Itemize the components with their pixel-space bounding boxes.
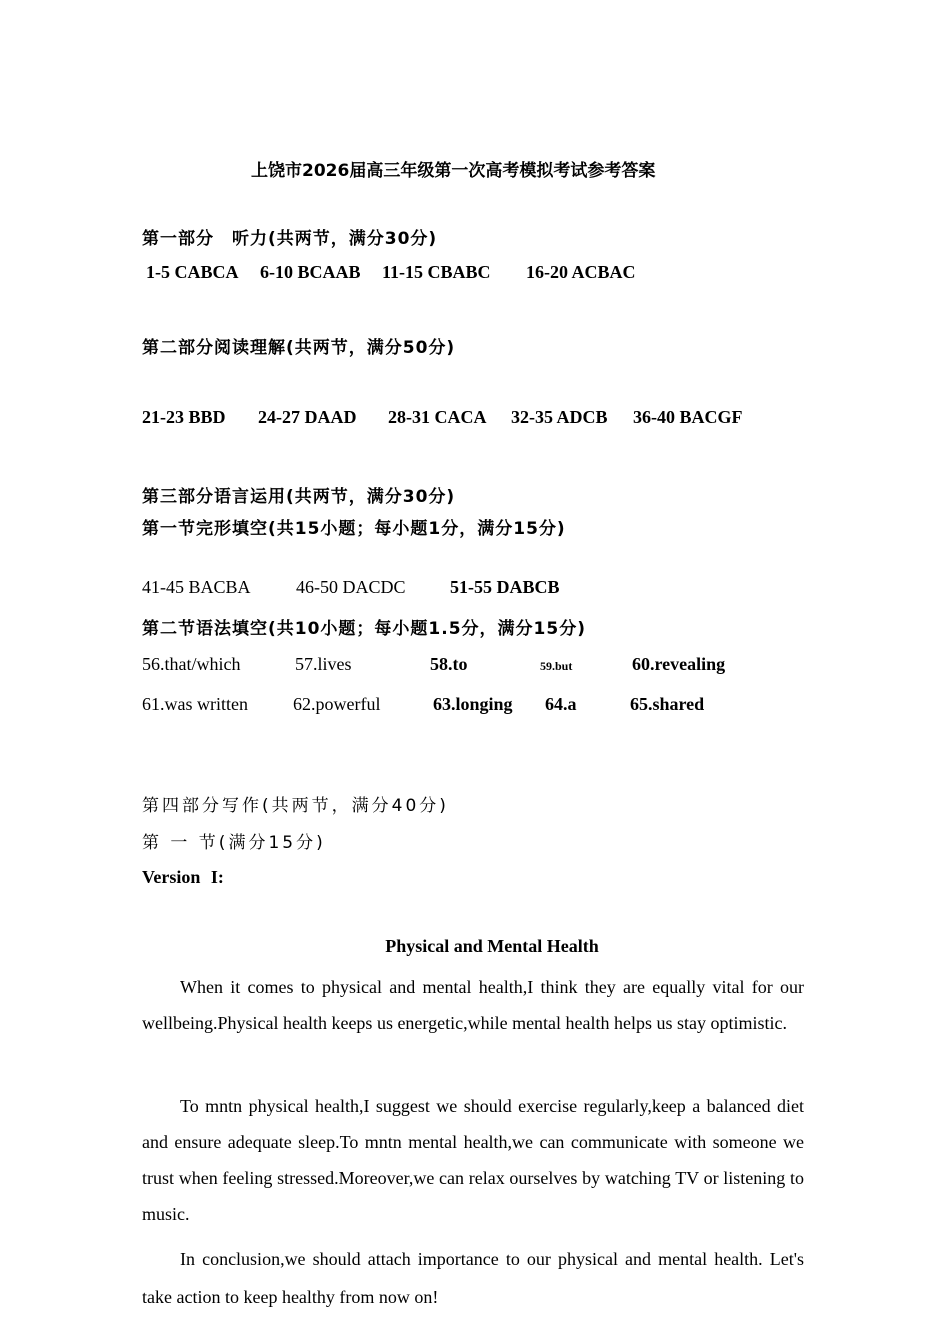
part3-section2-heading: 第二节语法填空(共10小题；每小题1.5分，满分15分) (142, 619, 586, 639)
grammar-answer-60: 60.revealing (632, 654, 726, 674)
part1-answer-4: 16-20 ACBAC (526, 262, 636, 282)
document-title: 上饶市2026届高三年级第一次高考模拟考试参考答案 (251, 161, 656, 181)
part2-answer-5: 36-40 BACGF (633, 407, 743, 427)
part2-answer-1: 21-23 BBD (142, 407, 226, 427)
essay-paragraph-1: When it comes to physical and mental health,I think they are equally vital for our wellbeing.Physical health keeps us energetic,while mental health helps us stay optimistic. (142, 977, 804, 1033)
grammar-answer-61: 61.was written (142, 694, 248, 714)
part2-heading: 第二部分阅读理解(共两节，满分50分) (142, 338, 456, 358)
essay-paragraph-2: To mntn physical health,I suggest we should exercise regularly,keep a balanced diet and ensure adequate sleep.To mntn mental health,we can communicate with someone we trust when feeling stressed.Moreover,we can relax ourselves by watching TV or listening to music. (142, 1096, 804, 1224)
grammar-answer-57: 57.lives (295, 654, 352, 674)
cloze-answer-1: 41-45 BACBA (142, 577, 251, 597)
part2-answer-3: 28-31 CACA (388, 407, 487, 427)
cloze-answer-3: 51-55 DABCB (450, 577, 560, 597)
grammar-answer-63: 63.longing (433, 694, 513, 714)
essay-paragraph-3: In conclusion,we should attach importance to our physical and mental health. Let's take action to keep healthy from now on! (142, 1249, 804, 1307)
grammar-answer-56: 56.that/which (142, 654, 241, 674)
grammar-answer-65: 65.shared (630, 694, 705, 714)
part2-answer-4: 32-35 ADCB (511, 407, 608, 427)
part3-heading: 第三部分语言运用(共两节，满分30分) (142, 487, 456, 507)
part1-answer-2: 6-10 BCAAB (260, 262, 361, 282)
version-label: Version I: (142, 867, 224, 887)
part1-answer-1: 1-5 CABCA (146, 262, 239, 282)
part1-answer-3: 11-15 CBABC (382, 262, 491, 282)
cloze-answer-2: 46-50 DACDC (296, 577, 406, 597)
part1-heading: 第一部分 听力(共两节，满分30分) (142, 229, 438, 249)
part3-section1-heading: 第一节完形填空(共15小题；每小题1分，满分15分) (142, 519, 566, 539)
grammar-answer-58: 58.to (430, 654, 468, 674)
grammar-answer-62: 62.powerful (293, 694, 381, 714)
grammar-answer-59: 59.but (540, 659, 573, 673)
part4-heading: 第四部分写作(共两节，满分40分) (142, 796, 449, 816)
part2-answer-2: 24-27 DAAD (258, 407, 357, 427)
essay-title: Physical and Mental Health (385, 936, 599, 956)
part4-section1-heading: 第 一 节(满分15分) (142, 833, 326, 853)
grammar-answer-64: 64.a (545, 694, 577, 714)
